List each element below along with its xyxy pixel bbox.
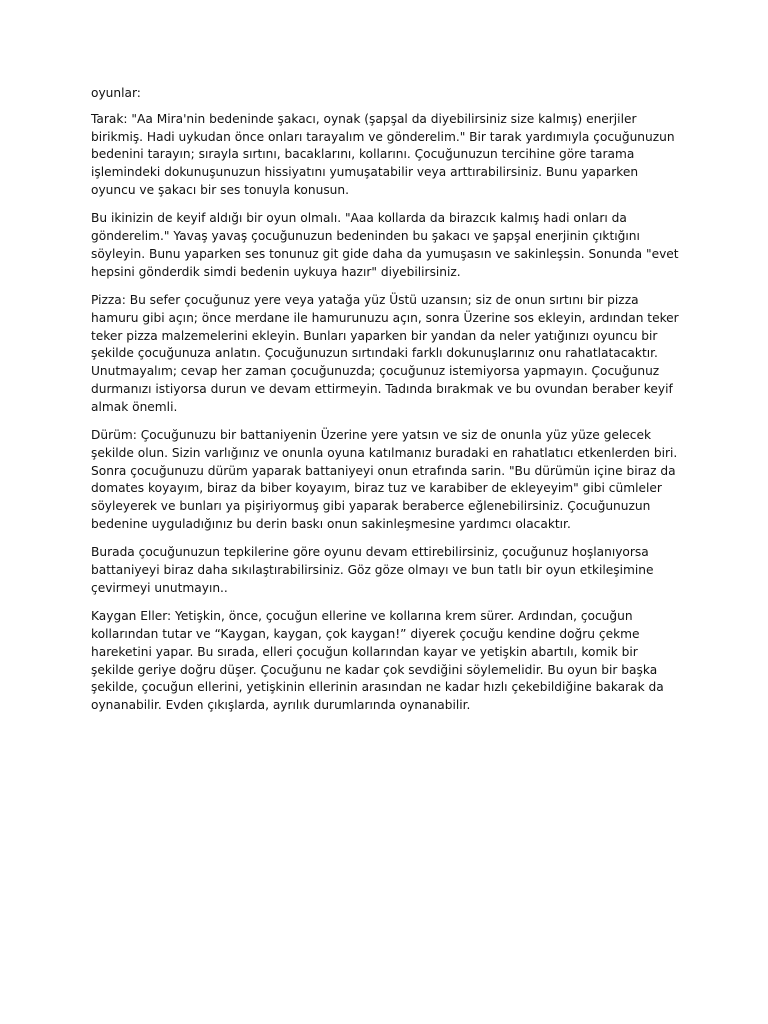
paragraph-pizza-game: Pizza: Bu sefer çocuğunuz yere veya yatağa yüz Üstü uzansın; siz de onun sırtını bir pizza hamuru gibi açın; önce merdane ile hamurunuzu açın, sonra Üzerine sos ekleyin, ardından teker teker pizza malzemelerini ekleyin. Bunları yaparken bir yandan da neler yatığınızı oyuncu bir şekilde çocuğunuza anlatın. Çocuğunuzun sırtındaki farklı dokunuşlarınız onu rahatlatacaktır. Unutmayalım; cevap her zaman çocuğunuzda; çocuğunuz istemiyorsa yapmayın. Çocuğunuz durmanızı istiyorsa durun ve devam ettirmeyin. Tadında bırakmak ve bu ovundan beraber keyif almak önemli. [91,292,679,414]
paragraph-slippery-hands-game: Kaygan Eller: Yetişkin, önce, çocuğun ellerine ve kollarına krem sürer. Ardından, çocuğun kollarından tutar ve “Kaygan, kaygan, çok kaygan!” diyerek çocuğu kendine doğru çekme hareketini yapar. Bu sırada, elleri çocuğun kollarından kayar ve yetişkin abartılı, komik bir şekilde geriye doğru düşer. Çocuğunu ne kadar çok sevdiğini söylemelidir. Bu oyun bir başka şekilde, çocuğun ellerini, yetişkinin ellerinin arasından ne kadar hızlı çekebildiğine bakarak da oynanabilir. Evden çıkışlarda, ayrılık durumlarında oynanabilir. [91,609,664,713]
paragraph-durum-game: Dürüm: Çocuğunuzu bir battaniyenin Üzerine yere yatsın ve siz de onunla yüz yüze gelecek şekilde olun. Sizin varlığınız ve onunla oyuna katılmanız buradaki en rahatlatıcı etkenlerden biri. Sonra çocuğunuzu dürüm yaparak battaniyeyi onun etrafında sarin. "Bu dürümün içine biraz da domates koyayım, biraz da biber koyayım, biraz tuz ve karabiber de ekleyeyim" gibi cümleler söyleyerek ve bunları ya pişiriyormuş gibi yaparak beraberce eğlenebilirsiniz. Çocuğunuzun bedenine uyguladığınız bu derin baskı onun sakinleşmesine yardımcı olacaktır. [91,428,678,532]
paragraph-comb-game-continued: Bu ikinizin de keyif aldığı bir oyun olmalı. "Aaa kollarda da birazcık kalmış hadi onları da gönderelim." Yavaş yavaş çocuğunuzun bedeninden bu şakacı ve şapşal enerjinin çıktığını söyleyin. Bunu yaparken ses tonunuz git gide daha da yumuşasın ve sakinleşsin. Sonunda "evet hepsini gönderdik simdi bedenin uykuya hazır" diyebilirsiniz. [91,211,679,279]
paragraph-games-heading: oyunlar: [91,86,141,100]
paragraph-comb-game: Tarak: "Aa Mira'nin bedeninde şakacı, oynak (şapşal da diyebilirsiniz size kalmış) enerjiler birikmiş. Hadi uykudan önce onları tarayalım ve gönderelim." Bir tarak yardımıyla çocuğunuzun bedenini tarayın; sırayla sırtını, bacaklarını, kollarını. Çocuğunuzun tercihine göre tarama işlemindeki dokunuşunuzun hissiyatını yumuşatabilir veya arttırabilirsiniz. Bunu yaparken oyuncu ve şakacı bir ses tonuyla konusun. [91,111,675,197]
paragraph-durum-game-continued: Burada çocuğunuzun tepkilerine göre oyunu devam ettirebilirsiniz, çocuğunuz hoşlanıyorsa battaniyeyi biraz daha sıkılaştırabilirsiniz. Göz göze olmayı ve bun tatlı bir oyun etkileşimine çevirmeyi unutmayın.. [91,545,654,595]
document-page [91,85,681,726]
